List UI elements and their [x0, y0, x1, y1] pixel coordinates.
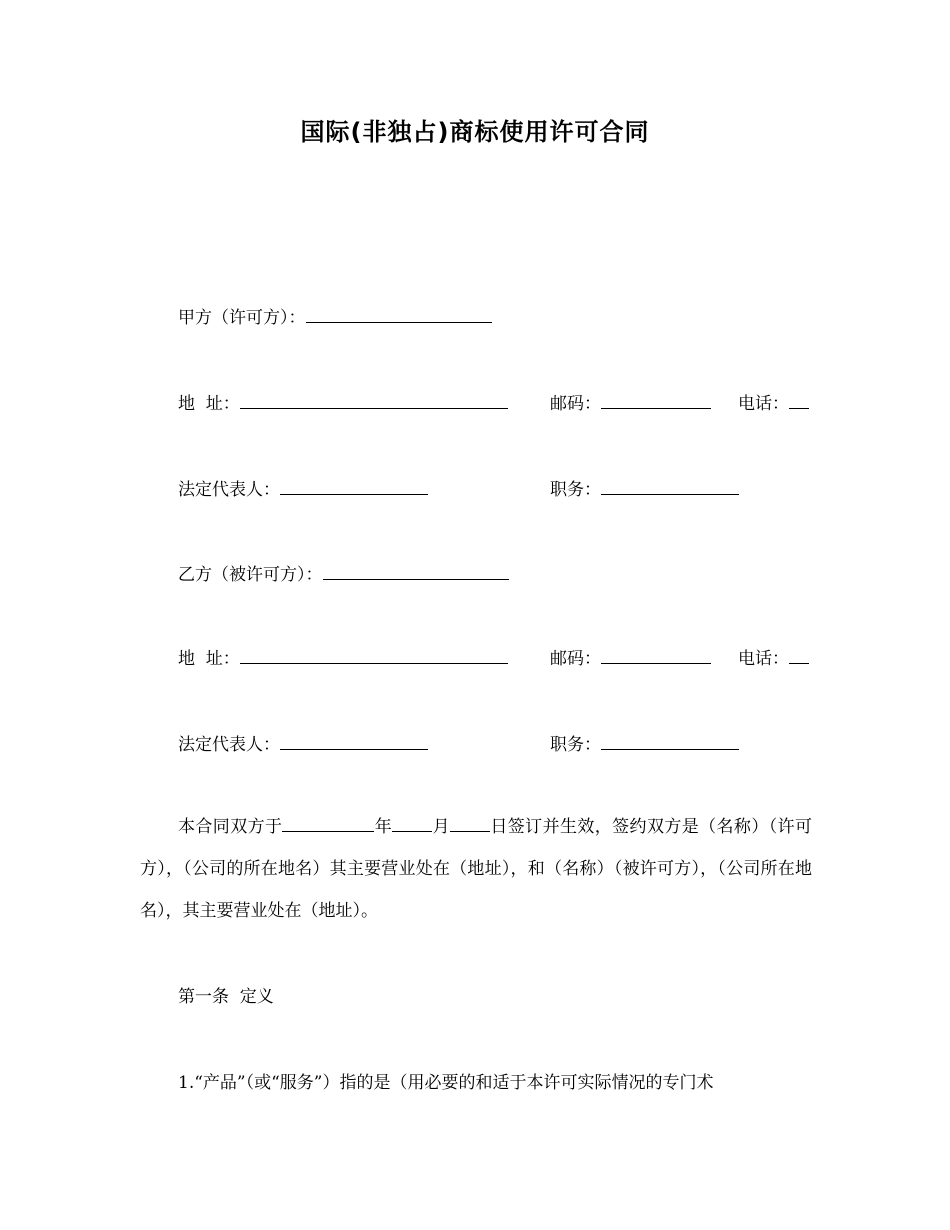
party-a-postcode-label: 邮码：: [550, 394, 601, 414]
party-a-rep-blank[interactable]: [280, 476, 428, 495]
intro-year: 年: [374, 817, 393, 837]
party-a-phone-row: [738, 390, 809, 415]
party-a-position-row: [550, 476, 739, 501]
party-a-address-blank[interactable]: [240, 390, 508, 409]
document-title: 国际(非独占)商标使用许可合同: [300, 118, 650, 146]
party-b-postcode-blank[interactable]: [601, 645, 711, 664]
party-b-phone-blank[interactable]: [789, 645, 809, 664]
intro-month: 月: [432, 817, 450, 837]
article-1-heading: 第一条 定义: [178, 987, 274, 1007]
party-b-phone-row: [738, 645, 809, 670]
party-b-name-blank[interactable]: [323, 561, 509, 580]
party-a-phone-label: 电话：: [738, 394, 789, 414]
party-b-postcode-row: [550, 645, 711, 670]
party-a-position-label: 职务：: [550, 480, 601, 500]
party-b-rep-row: [178, 731, 428, 756]
party-b-position-row: [550, 731, 739, 756]
party-b-postcode-label: 邮码：: [550, 649, 601, 669]
party-a-row: [178, 304, 492, 329]
party-a-rep-label: 法定代表人：: [178, 480, 280, 500]
date-year-blank[interactable]: [282, 813, 374, 832]
party-b-rep-label: 法定代表人：: [178, 735, 280, 755]
party-b-label: 乙方（被许可方）：: [178, 565, 323, 585]
party-a-postcode-blank[interactable]: [601, 390, 711, 409]
party-b-address-label: 地 址：: [178, 649, 240, 669]
intro-part2: 日签订并生效，签约双方是（名称）（许可方），（公司的所在地名）其主要营业处在（地址），和（名称）（被许可方），（公司所在地名），其主要营业处在（地址）。: [140, 817, 813, 921]
party-b-position-blank[interactable]: [601, 731, 739, 750]
party-a-phone-blank[interactable]: [789, 390, 809, 409]
party-b-phone-label: 电话：: [738, 649, 789, 669]
party-a-position-blank[interactable]: [601, 476, 739, 495]
party-b-address-row: [178, 645, 508, 670]
intro-part1: 本合同双方于: [178, 817, 283, 837]
party-b-address-blank[interactable]: [240, 645, 508, 664]
party-b-row: [178, 561, 509, 586]
party-a-rep-row: [178, 476, 428, 501]
party-a-address-row: [178, 390, 508, 415]
party-b-position-label: 职务：: [550, 735, 601, 755]
party-b-rep-blank[interactable]: [280, 731, 428, 750]
date-day-blank[interactable]: [450, 813, 490, 832]
article-1-item-1: 1.“产品”（或“服务”）指的是（用必要的和适于本许可实际情况的专门术: [178, 1073, 714, 1093]
date-month-blank[interactable]: [392, 813, 432, 832]
party-a-address-label: 地 址：: [178, 394, 240, 414]
party-a-label: 甲方（许可方）：: [178, 308, 306, 328]
party-a-name-blank[interactable]: [306, 304, 492, 323]
intro-paragraph: [140, 806, 812, 932]
party-a-postcode-row: [550, 390, 711, 415]
